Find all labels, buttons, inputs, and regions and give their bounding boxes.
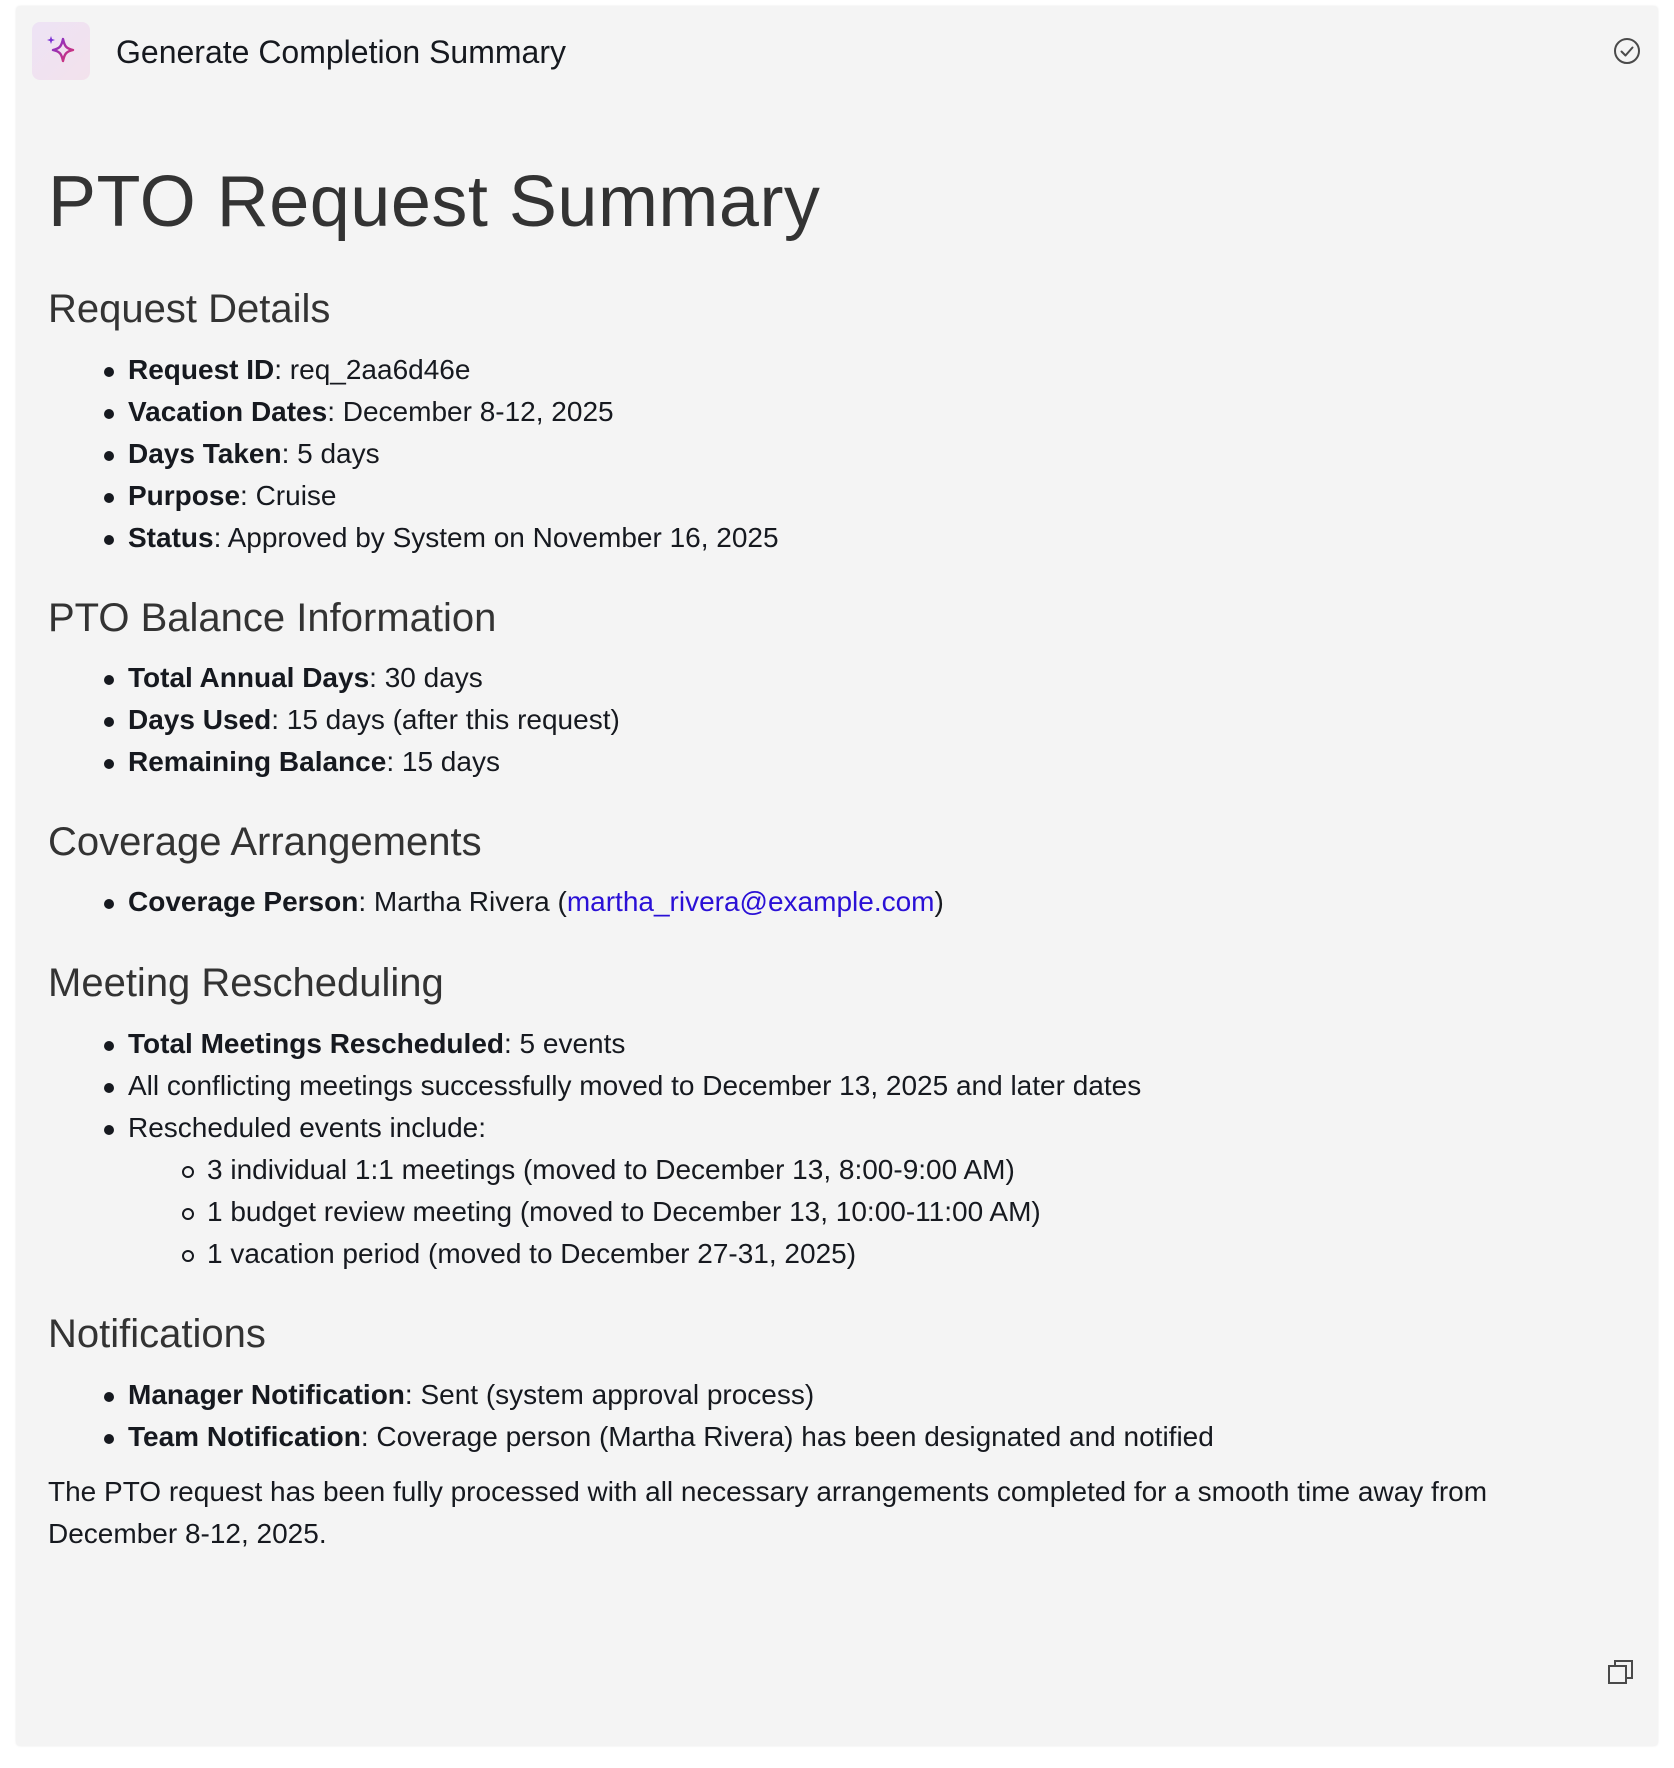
list-item: Total Meetings Rescheduled: 5 events <box>48 1023 1628 1065</box>
section-heading-request-details: Request Details <box>48 287 331 331</box>
list-item: Remaining Balance: 15 days <box>48 741 1628 783</box>
summary-content <box>48 156 1628 1555</box>
header-title: Generate Completion Summary <box>116 34 566 70</box>
completion-summary-card <box>16 6 1658 1746</box>
list-item: Purpose: Cruise <box>48 475 1628 517</box>
meetings-list <box>48 1023 1628 1275</box>
coverage-list <box>48 881 1628 923</box>
section-heading-notifications: Notifications <box>48 1312 266 1356</box>
request-details-list <box>48 349 1628 559</box>
check-circle-icon <box>1612 36 1642 71</box>
pto-balance-list <box>48 657 1628 783</box>
list-item: Vacation Dates: December 8-12, 2025 <box>48 391 1628 433</box>
copy-icon[interactable] <box>1606 1657 1636 1692</box>
list-item: Team Notification: Coverage person (Martha Rivera) has been designated and notified <box>48 1416 1628 1458</box>
sub-list-item: 1 budget review meeting (moved to December 13, 10:00-11:00 AM) <box>48 1191 1628 1233</box>
section-heading-pto-balance: PTO Balance Information <box>48 596 497 640</box>
sub-list-item: 1 vacation period (moved to December 27-31, 2025) <box>48 1233 1628 1275</box>
section-heading-coverage: Coverage Arrangements <box>48 820 482 864</box>
list-item: Total Annual Days: 30 days <box>48 657 1628 699</box>
list-item: All conflicting meetings successfully moved to December 13, 2025 and later dates <box>48 1065 1628 1107</box>
list-item: Manager Notification: Sent (system approval process) <box>48 1374 1628 1416</box>
page-title: PTO Request Summary <box>48 162 821 242</box>
section-heading-meetings: Meeting Rescheduling <box>48 961 444 1005</box>
list-item: Rescheduled events include: <box>48 1107 1628 1149</box>
list-item: Status: Approved by System on November 16, 2025 <box>48 517 1628 559</box>
closing-paragraph: The PTO request has been fully processed with all necessary arrangements completed for a smooth time away from December 8-12, 2025. <box>48 1476 1488 1549</box>
list-item: Days Used: 15 days (after this request) <box>48 699 1628 741</box>
sub-list-item: 3 individual 1:1 meetings (moved to December 13, 8:00-9:00 AM) <box>48 1149 1628 1191</box>
list-item: Days Taken: 5 days <box>48 433 1628 475</box>
sparkle-icon <box>32 22 90 80</box>
card-header <box>32 22 1642 80</box>
coverage-email-link[interactable]: martha_rivera@example.com <box>566 886 935 917</box>
notifications-list <box>48 1374 1628 1458</box>
list-item: Coverage Person: Martha Rivera (martha_rivera@example.com) <box>48 881 1628 923</box>
list-item: Request ID: req_2aa6d46e <box>48 349 1628 391</box>
